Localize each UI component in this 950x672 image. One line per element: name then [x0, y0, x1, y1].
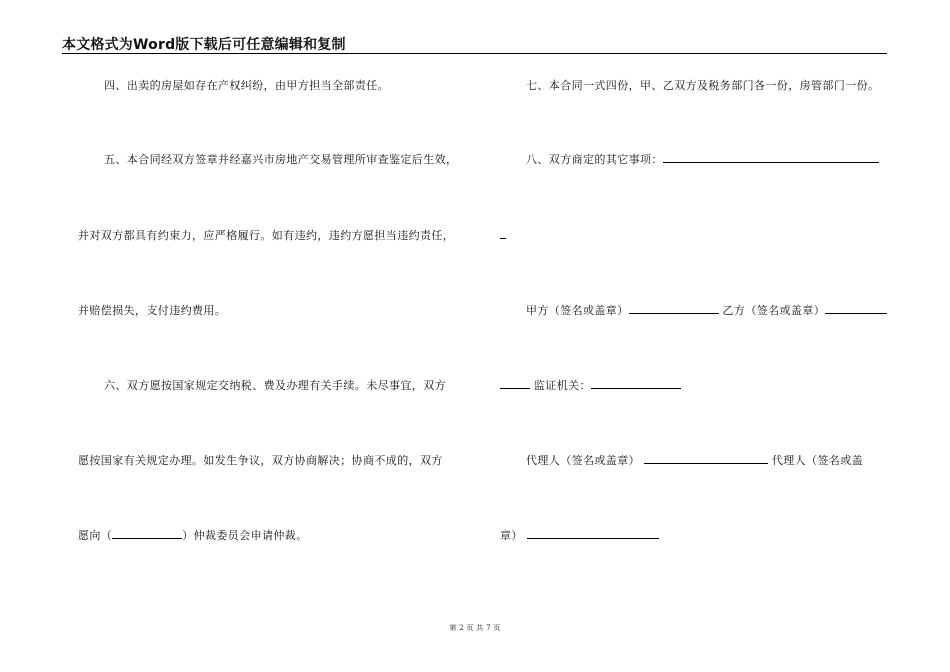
other-matters-blank-continued[interactable] [500, 229, 506, 239]
page-number-footer: 第 2 页 共 7 页 [449, 624, 501, 632]
party-a-label: 甲方（签名或盖章） [526, 304, 629, 317]
witness-authority-blank[interactable] [591, 379, 681, 389]
clause-4: 四、出卖的房屋如存在产权纠纷，由甲方担当全部责任。 [104, 79, 389, 92]
clause-6-line-1: 六、双方愿按国家规定交纳税、费及办理有关手续。未尽事宜，双方 [104, 379, 446, 392]
agent-b-continuation [500, 529, 659, 543]
party-a-signature-blank[interactable] [629, 304, 719, 314]
agent-signature-line [526, 454, 863, 468]
arbitration-suffix: ）仲裁委员会申请仲裁。 [182, 529, 308, 542]
clause-5-line-2: 并对双方都具有约束力，应严格履行。如有违约，违约方愿担当违约责任， [78, 229, 455, 242]
agent-b-signature-blank[interactable] [527, 529, 659, 539]
clause-5-line-3: 并赔偿损失，支付违约费用。 [78, 304, 227, 317]
party-b-signature-blank-continued[interactable] [500, 379, 530, 389]
page-header-title: 本文格式为Word版下载后可任意编辑和复制 [62, 37, 346, 53]
agent-a-signature-blank[interactable] [644, 454, 768, 464]
clause-6-line-3 [78, 529, 308, 543]
clause-8 [526, 153, 879, 167]
clause-6-line-2: 愿按国家有关规定办理。如发生争议，双方协商解决；协商不成的，双方 [78, 454, 443, 467]
clause-7: 七、本合同一式四份，甲、乙双方及税务部门各一份，房管部门一份。 [526, 79, 880, 92]
arbitration-committee-blank[interactable] [112, 529, 182, 539]
agent-a-label: 代理人（签名或盖章） [526, 454, 640, 467]
arbitration-prefix: 愿向（ [78, 529, 113, 542]
witness-authority-label: 监证机关： [533, 379, 591, 392]
clause-8-continuation [500, 229, 506, 243]
other-matters-label: 八、双方商定的其它事项： [526, 153, 663, 166]
header-divider [62, 53, 887, 54]
witness-line [500, 379, 681, 393]
agent-b-label-continued: 章） [500, 529, 523, 542]
party-b-signature-blank[interactable] [825, 304, 887, 314]
signature-line-parties [526, 304, 887, 318]
party-b-label: 乙方（签名或盖章） [722, 304, 826, 317]
clause-5-line-1: 五、本合同经双方签章并经嘉兴市房地产交易管理所审查鉴定后生效， [104, 153, 458, 166]
agent-b-label: 代理人（签名或盖 [771, 454, 864, 467]
other-matters-blank[interactable] [663, 153, 879, 163]
